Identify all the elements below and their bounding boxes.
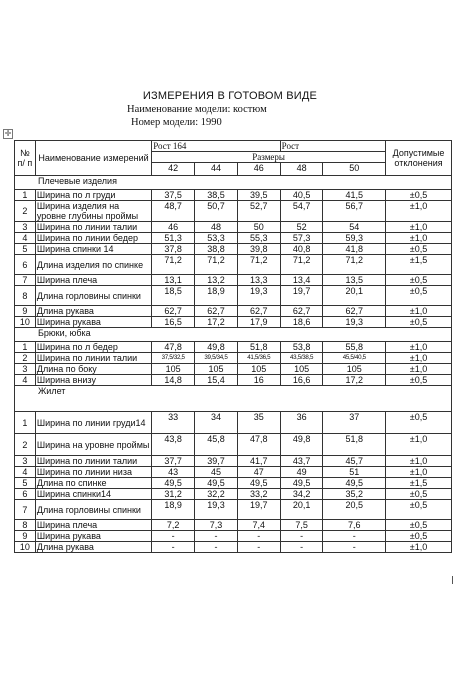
measurement-value: 49: [280, 467, 323, 478]
tolerance-value: ±1,5: [386, 255, 452, 275]
table-row: [15, 190, 452, 201]
measurement-value: 62,7: [237, 306, 280, 317]
tolerance-value: ±1,0: [386, 201, 452, 222]
header-height-left: Рост 164: [152, 141, 280, 152]
measurement-value: 39,5: [237, 190, 280, 201]
tolerance-value: ±1,0: [386, 222, 452, 233]
measurement-value: 59,3: [323, 233, 386, 244]
tolerance-value: ±1,0: [386, 456, 452, 467]
row-number: 4: [15, 375, 36, 386]
measurement-value: 57,3: [280, 233, 323, 244]
row-number: 7: [15, 275, 36, 286]
measurement-name: Ширина по линии талии: [35, 456, 151, 467]
measurement-name: Ширина рукава: [35, 531, 151, 542]
measurement-name: Ширина спинки14: [35, 489, 151, 500]
measurement-value: 19,3: [195, 500, 238, 520]
row-number: 3: [15, 222, 36, 233]
tolerance-value: ±1,0: [386, 467, 452, 478]
row-number: 10: [15, 542, 36, 553]
measurement-value: 33,2: [237, 489, 280, 500]
measurement-value: 39,7: [195, 456, 238, 467]
measurement-value: 49,5: [323, 478, 386, 489]
measurement-name: Ширина плеча: [35, 275, 151, 286]
measurement-value: -: [152, 531, 195, 542]
measurement-value: 56,7: [323, 201, 386, 222]
measurement-value: 52,7: [237, 201, 280, 222]
measurement-value: 71,2: [195, 255, 238, 275]
table-row: [15, 306, 452, 317]
row-number: 3: [15, 364, 36, 375]
tolerance-value: ±0,5: [386, 520, 452, 531]
table-row: [15, 456, 452, 467]
measurement-value: 49,5: [195, 478, 238, 489]
measurement-value: 36: [280, 412, 323, 434]
measurement-value: -: [280, 542, 323, 553]
measurement-value: 37,8: [152, 244, 195, 255]
measurement-value: 105: [152, 364, 195, 375]
section-title: Плечевые изделия: [15, 176, 452, 190]
table-row: [15, 520, 452, 531]
measurement-value: 105: [195, 364, 238, 375]
measurement-value: -: [195, 531, 238, 542]
table-row: [15, 500, 452, 520]
measurement-value: 71,2: [237, 255, 280, 275]
table-move-handle-icon[interactable]: ✛: [4, 129, 12, 138]
measurement-value: 15,4: [195, 375, 238, 386]
table-row: [15, 286, 452, 306]
measurement-value: 43: [152, 467, 195, 478]
table-row: [15, 412, 452, 434]
measurement-value: 40,8: [280, 244, 323, 255]
measurement-value: 13,2: [195, 275, 238, 286]
measurement-name: Ширина по линии бедер: [35, 233, 151, 244]
measurement-name: Ширина по линии низа: [35, 467, 151, 478]
measurement-value: 34,2: [280, 489, 323, 500]
measurement-value: 45,8: [195, 434, 238, 456]
measurement-value: 51: [323, 467, 386, 478]
measurement-value: 19,3: [237, 286, 280, 306]
measurement-value: 37,5/32,5: [152, 353, 195, 364]
measurement-value: 13,5: [323, 275, 386, 286]
section-title: Жилет: [15, 386, 452, 412]
measurement-value: -: [280, 531, 323, 542]
header-sizes-label: Размеры: [152, 152, 386, 163]
measurement-name: Длина горловины спинки: [35, 500, 151, 520]
measurement-value: 18,9: [195, 286, 238, 306]
row-number: 10: [15, 317, 36, 328]
measurement-value: 55,3: [237, 233, 280, 244]
measurement-value: 17,2: [195, 317, 238, 328]
measurement-value: 41,8: [323, 244, 386, 255]
row-number: 9: [15, 306, 36, 317]
measurement-value: 105: [323, 364, 386, 375]
measurement-name: Длина рукава: [35, 306, 151, 317]
row-number: 6: [15, 489, 36, 500]
measurement-value: 17,9: [237, 317, 280, 328]
measurement-value: 51,8: [237, 342, 280, 353]
measurement-value: -: [195, 542, 238, 553]
measurement-value: 62,7: [152, 306, 195, 317]
tolerance-value: ±0,5: [386, 275, 452, 286]
tolerance-value: ±0,5: [386, 531, 452, 542]
measurement-value: 13,3: [237, 275, 280, 286]
row-number: 6: [15, 255, 36, 275]
measurement-value: 53,3: [195, 233, 238, 244]
measurement-value: 7,2: [152, 520, 195, 531]
size-44: 44: [195, 163, 238, 176]
row-number: 5: [15, 244, 36, 255]
table-row: [15, 364, 452, 375]
measurement-value: 43,5/38,5: [280, 353, 323, 364]
measurement-value: 46: [152, 222, 195, 233]
row-number: 2: [15, 434, 36, 456]
table-row: [15, 317, 452, 328]
tolerance-value: ±1,0: [386, 233, 452, 244]
row-number: 2: [15, 353, 36, 364]
measurement-value: 43,8: [152, 434, 195, 456]
tolerance-value: ±0,5: [386, 375, 452, 386]
table-row: [15, 342, 452, 353]
model-name: Наименование модели: костюм: [127, 104, 267, 115]
table-row: [15, 201, 452, 222]
measurement-value: 38,8: [195, 244, 238, 255]
measurement-value: 50,7: [195, 201, 238, 222]
measurement-value: 45,5/40,5: [323, 353, 386, 364]
measurement-value: 35,2: [323, 489, 386, 500]
measurement-value: 45: [195, 467, 238, 478]
measurement-name: Длина горловины спинки: [35, 286, 151, 306]
measurement-value: 54,7: [280, 201, 323, 222]
measurement-name: Ширина по линии груди14: [35, 412, 151, 434]
measurement-value: -: [323, 531, 386, 542]
measurement-value: 39,5/34,5: [195, 353, 238, 364]
measurement-value: 51,3: [152, 233, 195, 244]
measurement-value: 62,7: [195, 306, 238, 317]
measurement-value: 7,4: [237, 520, 280, 531]
row-number: 1: [15, 190, 36, 201]
measurement-value: 41,7: [237, 456, 280, 467]
measurement-value: 32,2: [195, 489, 238, 500]
measurement-value: 18,6: [280, 317, 323, 328]
measurement-value: 41,5: [323, 190, 386, 201]
measurement-name: Ширина на уровне проймы: [35, 434, 151, 456]
measurement-value: 16,5: [152, 317, 195, 328]
measurement-name: Ширина рукава: [35, 317, 151, 328]
tolerance-value: ±0,5: [386, 317, 452, 328]
measurement-value: 35: [237, 412, 280, 434]
measurement-value: -: [237, 542, 280, 553]
measurement-value: 49,8: [195, 342, 238, 353]
measurement-value: 48: [195, 222, 238, 233]
tolerance-value: ±0,5: [386, 412, 452, 434]
measurement-value: -: [152, 542, 195, 553]
measurement-value: 52: [280, 222, 323, 233]
tolerance-value: ±0,5: [386, 286, 452, 306]
tolerance-value: ±1,0: [386, 353, 452, 364]
measurement-value: 38,5: [195, 190, 238, 201]
measurement-value: 62,7: [323, 306, 386, 317]
table-row: [15, 434, 452, 456]
section-title: Брюки, юбка: [15, 328, 452, 342]
measurement-value: 47,8: [152, 342, 195, 353]
header-number: № п/ п: [15, 141, 36, 176]
table-row: [15, 489, 452, 500]
tolerance-value: ±1,0: [386, 342, 452, 353]
table-row: [15, 542, 452, 553]
row-number: 1: [15, 412, 36, 434]
measurement-name: Ширина изделия на уровне глубины проймы: [35, 201, 151, 222]
measurement-value: 19,7: [280, 286, 323, 306]
measurement-value: 7,5: [280, 520, 323, 531]
tolerance-value: ±0,5: [386, 244, 452, 255]
row-number: 1: [15, 342, 36, 353]
table-row: [15, 275, 452, 286]
measurement-value: 71,2: [323, 255, 386, 275]
measurement-value: -: [323, 542, 386, 553]
measurement-value: 14,8: [152, 375, 195, 386]
row-number: 2: [15, 201, 36, 222]
measurement-value: 37,7: [152, 456, 195, 467]
tolerance-value: ±1,0: [386, 542, 452, 553]
measurement-value: 53,8: [280, 342, 323, 353]
size-48: 48: [280, 163, 323, 176]
table-row: [15, 244, 452, 255]
measurement-value: 13,4: [280, 275, 323, 286]
table-row: [15, 233, 452, 244]
measurement-name: Ширина спинки 14: [35, 244, 151, 255]
measurement-value: 54: [323, 222, 386, 233]
table-row: [15, 531, 452, 542]
measurement-name: Ширина по л бедер: [35, 342, 151, 353]
tolerance-value: ±0,5: [386, 489, 452, 500]
measurement-value: 105: [280, 364, 323, 375]
size-46: 46: [237, 163, 280, 176]
tolerance-value: ±1,0: [386, 364, 452, 375]
measurement-name: Ширина по линии талии: [35, 353, 151, 364]
measurement-name: Ширина плеча: [35, 520, 151, 531]
tolerance-value: ±1,0: [386, 306, 452, 317]
measurement-value: 47: [237, 467, 280, 478]
size-50: 50: [323, 163, 386, 176]
table-row: [15, 222, 452, 233]
table-row: [15, 353, 452, 364]
measurement-value: 33: [152, 412, 195, 434]
measurement-name: Длина по боку: [35, 364, 151, 375]
row-number: 3: [15, 456, 36, 467]
measurement-value: 71,2: [152, 255, 195, 275]
measurement-value: 16: [237, 375, 280, 386]
header-tolerance: Допустимые отклонения: [386, 141, 452, 176]
measurement-name: Длина изделия по спинке: [35, 255, 151, 275]
measurement-value: 20,1: [323, 286, 386, 306]
measurement-value: 50: [237, 222, 280, 233]
measurement-value: 49,5: [152, 478, 195, 489]
measurement-value: 18,5: [152, 286, 195, 306]
measurement-value: 62,7: [280, 306, 323, 317]
row-number: 7: [15, 500, 36, 520]
tolerance-value: ±1,5: [386, 478, 452, 489]
measurement-value: 17,2: [323, 375, 386, 386]
row-number: 4: [15, 467, 36, 478]
measurement-value: 37: [323, 412, 386, 434]
measurement-value: -: [237, 531, 280, 542]
measurement-name: Ширина внизу: [35, 375, 151, 386]
measurement-value: 13,1: [152, 275, 195, 286]
measurement-value: 45,7: [323, 456, 386, 467]
measurement-name: Ширина по л груди: [35, 190, 151, 201]
document-title: ИЗМЕРЕНИЯ В ГОТОВОМ ВИДЕ: [142, 90, 318, 102]
measurement-value: 20,1: [280, 500, 323, 520]
row-number: 9: [15, 531, 36, 542]
measurement-value: 7,6: [323, 520, 386, 531]
row-number: 5: [15, 478, 36, 489]
measurement-value: 47,8: [237, 434, 280, 456]
measurement-name: Длина по спинке: [35, 478, 151, 489]
tolerance-value: ±1,0: [386, 434, 452, 456]
tolerance-value: ±0,5: [386, 500, 452, 520]
measurement-value: 16,6: [280, 375, 323, 386]
measurement-value: 41,5/36,5: [237, 353, 280, 364]
measurement-value: 105: [237, 364, 280, 375]
measurement-value: 49,5: [280, 478, 323, 489]
row-number: 8: [15, 520, 36, 531]
row-number: 8: [15, 286, 36, 306]
measurement-value: 43,7: [280, 456, 323, 467]
measurement-value: 71,2: [280, 255, 323, 275]
table-row: [15, 375, 452, 386]
measurements-table: [14, 140, 452, 553]
header-height-right: Рост: [280, 141, 385, 152]
measurement-value: 18,9: [152, 500, 195, 520]
measurement-value: 19,7: [237, 500, 280, 520]
measurement-value: 20,5: [323, 500, 386, 520]
model-number: Номер модели: 1990: [131, 117, 222, 128]
measurement-value: 37,5: [152, 190, 195, 201]
table-row: [15, 255, 452, 275]
header-measurement-name: Наименование измерений: [35, 141, 151, 176]
row-number: 4: [15, 233, 36, 244]
measurement-value: 48,7: [152, 201, 195, 222]
measurement-name: Ширина по линии талии: [35, 222, 151, 233]
measurement-value: 19,3: [323, 317, 386, 328]
measurement-value: 7,3: [195, 520, 238, 531]
measurement-value: 51,8: [323, 434, 386, 456]
table-row: [15, 478, 452, 489]
table-row: [15, 467, 452, 478]
text-cursor: [452, 576, 453, 584]
measurement-value: 49,8: [280, 434, 323, 456]
measurement-value: 31,2: [152, 489, 195, 500]
measurement-value: 39,8: [237, 244, 280, 255]
measurement-value: 49,5: [237, 478, 280, 489]
tolerance-value: ±0,5: [386, 190, 452, 201]
measurement-value: 34: [195, 412, 238, 434]
size-42: 42: [152, 163, 195, 176]
measurement-name: Длина рукава: [35, 542, 151, 553]
measurement-value: 40,5: [280, 190, 323, 201]
measurement-value: 55,8: [323, 342, 386, 353]
